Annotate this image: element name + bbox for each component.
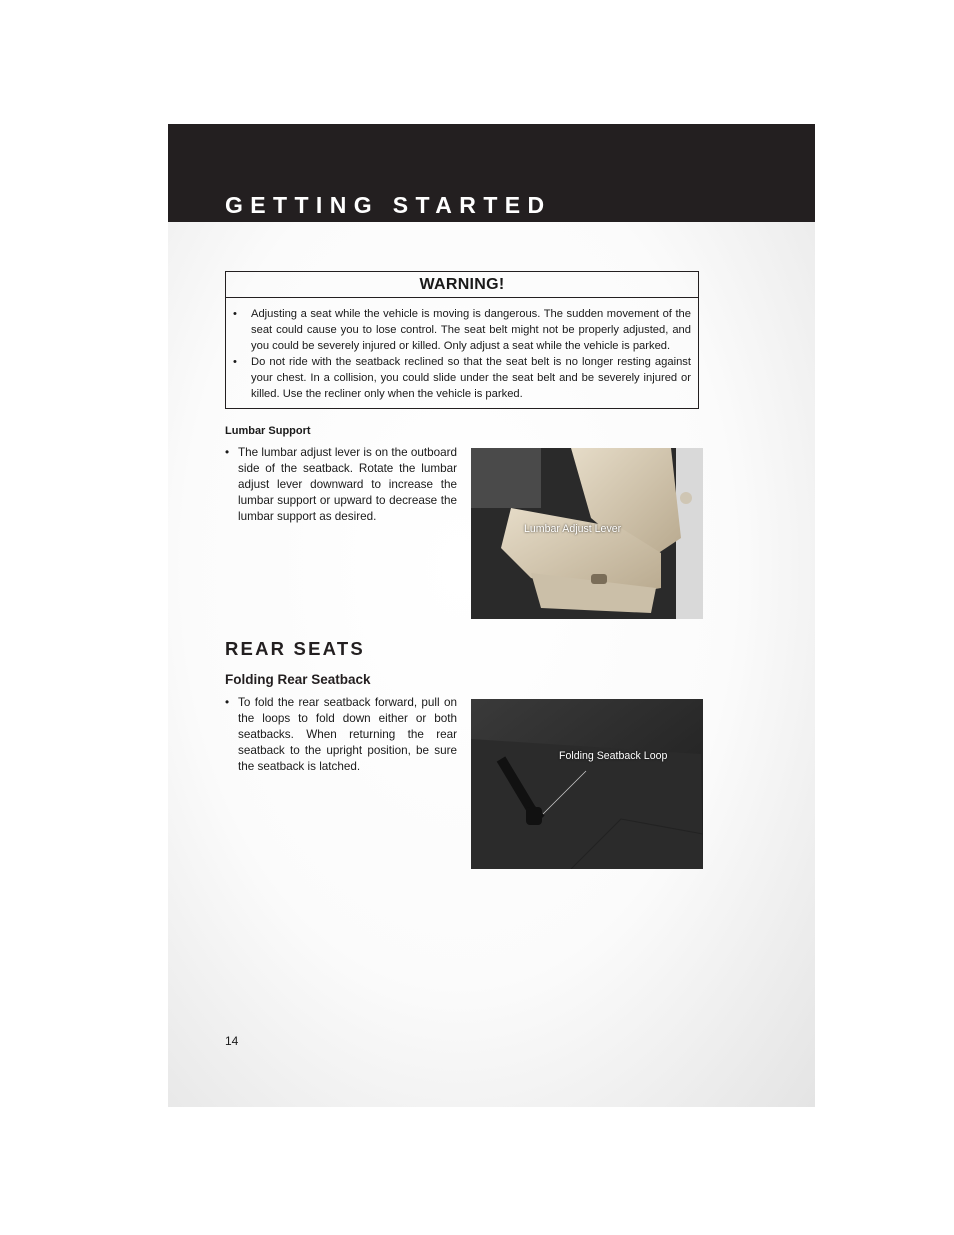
manual-page (168, 124, 815, 1107)
lumbar-photo (471, 448, 703, 619)
warning-box (225, 271, 699, 409)
seatback-loop-photo (471, 699, 703, 869)
warning-item (233, 306, 691, 354)
rear-seatback-paragraph (225, 695, 457, 775)
bullet-icon: • (225, 446, 230, 459)
warning-title: WARNING! (226, 272, 698, 298)
warning-item (233, 354, 691, 402)
rear-seatback-text: To fold the rear seatback forward, pull on the loops to fold down either or both seatbacks. When returning the rear seatback to the upright position, be sure the seatback is latched. (238, 696, 457, 773)
page-number: 14 (225, 1034, 239, 1048)
lumbar-text: The lumbar adjust lever is on the outboard side of the seatback. Rotate the lumbar adjust lever downward to increase the lumbar support or upward to decrease the lumbar support as desired. (238, 446, 457, 523)
warning-list (226, 298, 698, 402)
lumbar-photo-label: Lumbar Adjust Lever (524, 523, 622, 535)
section-title: GETTING STARTED (225, 192, 552, 218)
bullet-icon: • (225, 696, 230, 709)
rear-seats-heading: REAR SEATS (225, 638, 365, 659)
folding-rear-seatback-heading: Folding Rear Seatback (225, 672, 371, 687)
rear-seat-illustration (471, 699, 703, 869)
lumbar-paragraph (225, 445, 457, 525)
lumbar-support-heading: Lumbar Support (225, 425, 311, 437)
bullet-icon: • (233, 356, 237, 368)
section-header-bar (168, 124, 815, 222)
warning-item-text: Do not ride with the seatback reclined so that the seat belt is no longer resting against your chest. In a collision, you could slide under the seat belt and be severely injured or killed. Use the recliner only when the vehicle is parked. (251, 356, 691, 400)
seatback-loop-photo-label: Folding Seatback Loop (559, 750, 668, 762)
warning-item-text: Adjusting a seat while the vehicle is moving is dangerous. The sudden movement of the seat could cause you to lose control. The seat belt might not be properly adjusted, and you could be severely injured or killed. Only adjust a seat while the vehicle is parked. (251, 308, 691, 352)
bullet-icon: • (233, 308, 237, 320)
